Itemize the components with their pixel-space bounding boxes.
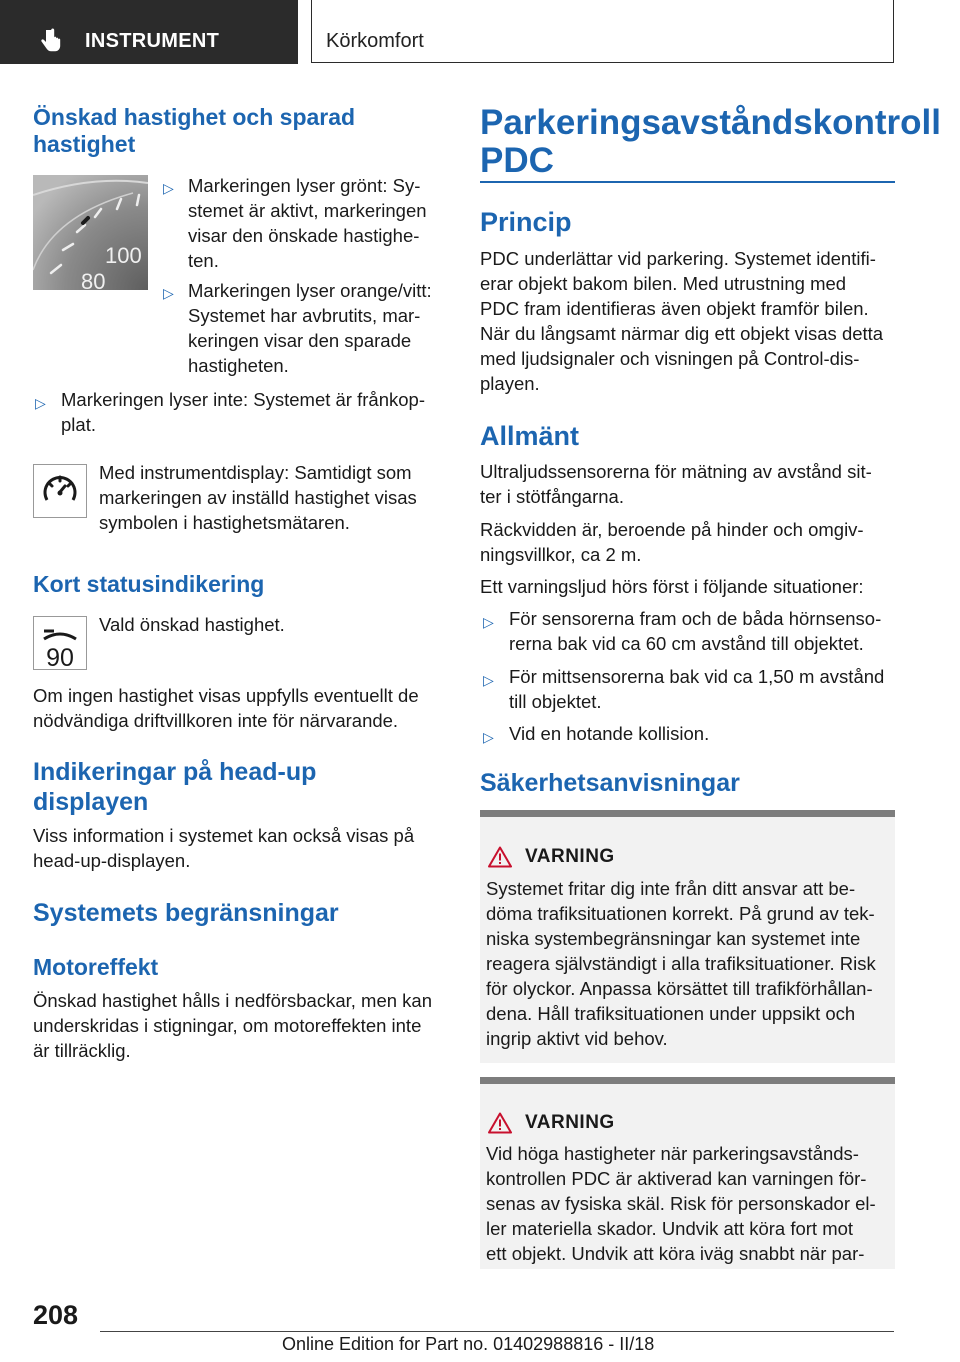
general-paragraph-1: Ultraljudssensorerna för mätning av avstånd sit- ter i stötfångarna. (480, 461, 872, 507)
heading-hud: Indikeringar på head-up displayen (33, 758, 317, 816)
bullet-orange: Markeringen lyser orange/vitt: Systemet har avbrutits, mar- keringen visar den sparade hastigheten. (188, 280, 432, 376)
instrument-display-note: Med instrumentdisplay: Samtidigt som markeringen av inställd hastighet visas symbolen i hastighetsmätaren. (99, 462, 417, 533)
speedometer-image (33, 175, 148, 290)
bullet-green: Markeringen lyser grönt: Sy- stemet är aktivt, markeringen visar den önskade hastighe- ten. (188, 175, 427, 271)
gauge-label-100: 100 (105, 243, 142, 268)
warning-box-2 (480, 1077, 895, 1269)
heading-status: Kort statusindikering (33, 571, 265, 597)
warning-text-1: Systemet fritar dig inte från ditt ansvar att be- döma trafiksituationen korrekt. På grund av tek- niska systembegränsningar kan systemet inte reagera självständigt i alla trafiksituationer. Risk för olyckor. Anpassa körsättet till trafikförhållan- dena. Håll trafiksituationen under uppsikt och ingrip aktivt vid behov. (486, 878, 876, 1049)
heading-general: Allmänt (480, 421, 580, 451)
heading-safety: Säkerhetsanvisningar (480, 769, 740, 797)
speed-90-icon (34, 617, 86, 669)
warning-box-1 (480, 810, 895, 1063)
general-paragraph-3: Ett varningsljud hörs först i följande situationer: (480, 576, 864, 597)
bullet-triangle-icon: ▷ (483, 729, 494, 745)
status-symbol-box (33, 616, 87, 670)
chapter-header (311, 0, 894, 63)
hud-paragraph: Viss information i systemet kan också visas på head-up-displayen. (33, 825, 415, 871)
section-label: INSTRUMENT (85, 30, 220, 52)
warning-title-2: VARNING (525, 1112, 615, 1133)
warning-text-2: Vid höga hastigheter när parkeringsavstånds- kontrollen PDC är aktiverad kan varningen för- senas av fysiska skäl. Risk för personskador el- ler materiella skador. Undvik att köra fort mot ett objekt. Undvik att köra iväg snabbt när par- (486, 1143, 876, 1264)
hand-pointer-icon (40, 28, 62, 54)
edition-text: Online Edition for Part no. 01402988816 - II/18 (282, 1334, 655, 1354)
warning-triangle-icon (488, 1112, 512, 1134)
section-tab (0, 0, 298, 64)
bullet-triangle-icon: ▷ (163, 285, 174, 301)
title-divider (480, 181, 895, 183)
general-bullet-3: Vid en hotande kollision. (509, 723, 710, 744)
cruise-control-icon (34, 465, 86, 517)
status-paragraph: Om ingen hastighet visas uppfylls eventuellt de nödvändiga driftvillkoren inte för närvarande. (33, 685, 419, 731)
heading-principle: Princip (480, 207, 572, 237)
heading-desired-speed: Önskad hastighet och sparad hastighet (33, 104, 356, 157)
status-icon-value: 90 (46, 644, 74, 669)
status-text: Vald önskad hastighet. (99, 614, 285, 635)
footer-divider (100, 1331, 894, 1332)
bullet-off: Markeringen lyser inte: Systemet är frånkop- plat. (61, 389, 425, 435)
warning-triangle-icon (488, 846, 512, 868)
general-bullet-1: För sensorerna fram och de båda hörnsenso- rerna bak vid ca 60 cm avstånd till objektet. (509, 608, 882, 654)
principle-paragraph: PDC underlättar vid parkering. Systemet identifi- erar objekt bakom bilen. Med utrustning med PDC fram identifieras även objekt framför bilen. När du långsamt närmar dig ett objekt visas detta med ljudsignaler och visningen på Control-dis- playen. (480, 248, 884, 394)
page-number: 208 (33, 1300, 79, 1330)
chapter-label: Körkomfort (326, 30, 424, 52)
bullet-triangle-icon: ▷ (483, 614, 494, 630)
page-title-pdc: Parkeringsavståndskontroll PDC (480, 103, 941, 180)
warning-title-1: VARNING (525, 846, 615, 867)
heading-engine: Motoreffekt (33, 954, 159, 980)
bullet-triangle-icon: ▷ (483, 672, 494, 688)
speedometer-gauge-icon (33, 175, 148, 290)
cruise-symbol-box (33, 464, 87, 518)
engine-paragraph: Önskad hastighet hålls i nedförsbackar, men kan underskridas i stigningar, om motoreffekten inte är tillräcklig. (33, 990, 433, 1061)
general-bullet-2: För mittsensorerna bak vid ca 1,50 m avstånd till objektet. (509, 666, 885, 712)
general-paragraph-2: Räckvidden är, beroende på hinder och omgiv- ningsvillkor, ca 2 m. (480, 519, 864, 565)
gauge-label-80: 80 (81, 269, 106, 290)
bullet-triangle-icon: ▷ (35, 395, 46, 411)
bullet-triangle-icon: ▷ (163, 180, 174, 196)
heading-limits: Systemets begränsningar (33, 899, 339, 927)
